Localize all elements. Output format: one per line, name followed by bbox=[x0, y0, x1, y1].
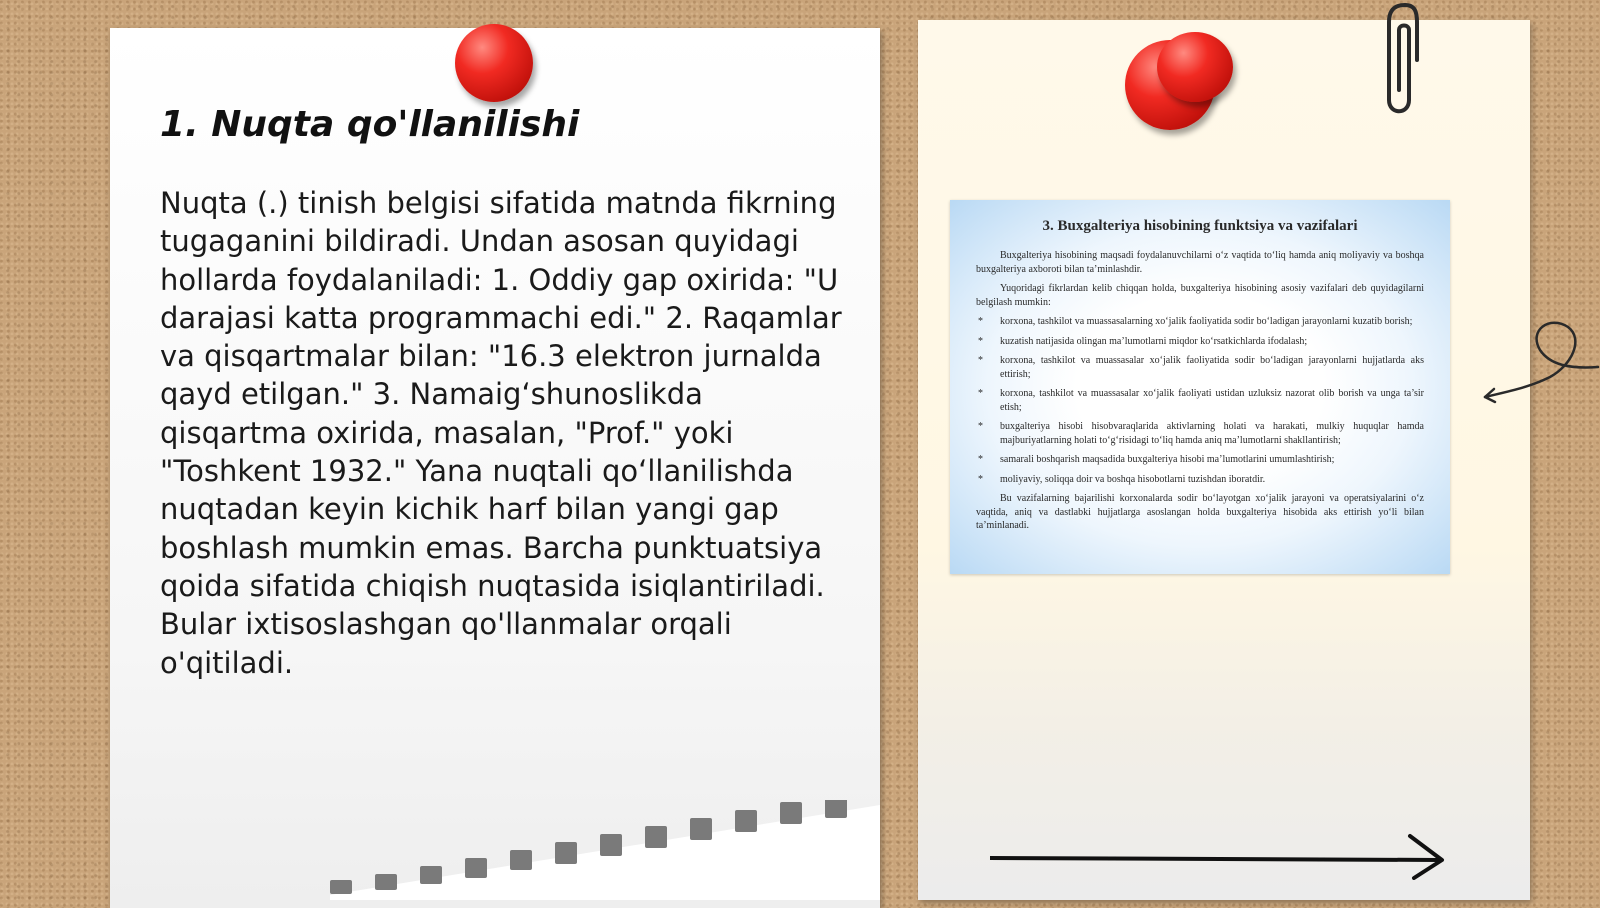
document-list bbox=[976, 315, 1424, 486]
paper-clip-icon bbox=[1375, 0, 1425, 125]
curly-arrow-icon bbox=[1480, 305, 1600, 405]
push-pin-head-icon bbox=[1157, 32, 1233, 102]
document-list-item: * moliyaviy, soliqqa doir va boshqa hisobotlarni tuzishdan iboratdir. bbox=[976, 473, 1424, 487]
torn-perforation-strip bbox=[330, 800, 880, 900]
document-paragraph: Buxgalteriya hisobining maqsadi foydalanuvchilarni o‘z vaqtida to‘liq hamda aniq moliyaviy va boshqa buxgalteriya axboroti bilan ta’minlashdir. bbox=[976, 250, 1424, 275]
push-pin-icon bbox=[455, 24, 533, 102]
document-scan-image bbox=[950, 200, 1450, 574]
document-paragraph: Bu vazifalarning bajarilishi korxonalarda sodir bo‘layotgan xo‘jalik jarayoni va operatsiyalarini o‘z vaqtida, aniq va dastlabki hujjatlarga asoslangan holda buxgalteriya hisobida aks ettirish yo‘li bilan ta’minlanadi. bbox=[976, 493, 1424, 531]
arrow-right-icon bbox=[990, 830, 1450, 880]
slide-title: 1. Nuqta qo'llanilishi bbox=[160, 104, 580, 145]
document-list-item: * korxona, tashkilot va muassasalar xo‘jalik faoliyatida sodir bo‘ladigan jarayonlarni hujjatlarda aks ettirish; bbox=[976, 354, 1424, 381]
document-list-item: * korxona, tashkilot va muassasalar xo‘jalik faoliyati ustidan uzluksiz nazorat olib borish va unga ta’sir etish; bbox=[976, 387, 1424, 414]
document-list-item: * buxgalteriya hisobi hisobvaraqlarida aktivlarning holati va harakati, mulkiy huquqlar hamda majburiyatlarning holati to‘g‘risidagi to‘liq hamda aniq ma’lumotlarni shakllantirish; bbox=[976, 420, 1424, 447]
document-paragraph: Yuqoridagi fikrlardan kelib chiqqan holda, buxgalteriya hisobining asosiy vazifalari deb quyidagilarni belgilash mumkin: bbox=[976, 283, 1424, 308]
document-list-item: * samarali boshqarish maqsadida buxgalteriya hisobi ma’lumotlarini umumlashtirish; bbox=[976, 453, 1424, 467]
document-list-item: * korxona, tashkilot va muassasalarning xo‘jalik faoliyatida sodir bo‘ladigan jarayonlarni kuzatib borish; bbox=[976, 315, 1424, 329]
document-title: 3. Buxgalteriya hisobining funktsiya va vazifalari bbox=[1042, 218, 1358, 234]
slide-body-text: Nuqta (.) tinish belgisi sifatida matnda fikrning tugaganini bildiradi. Undan asosan quyidagi hollarda foydalaniladi: 1. Oddiy gap oxirida: "U darajasi katta programmachi edi." 2. Raqamlar va qisqartmalar bilan: "16.3 elektron jurnalda qayd etilgan." 3. Namaig‘shunoslikda qisqartma oxirida, masalan, "Prof." yoki "Toshkent 1932." Yana nuqtali qo‘llanilishda nuqtadan keyin kichik harf bilan yangi gap boshlash mumkin emas. Barcha punktuatsiya qoida sifatida chiqish nuqtasida isiqlantiriladi. Bular ixtisoslashgan qo'llanmalar orqali o'qitiladi. bbox=[160, 186, 842, 680]
document-list-item: * kuzatish natijasida olingan ma’lumotlarni miqdor ko‘rsatkichlarda ifodalash; bbox=[976, 335, 1424, 349]
